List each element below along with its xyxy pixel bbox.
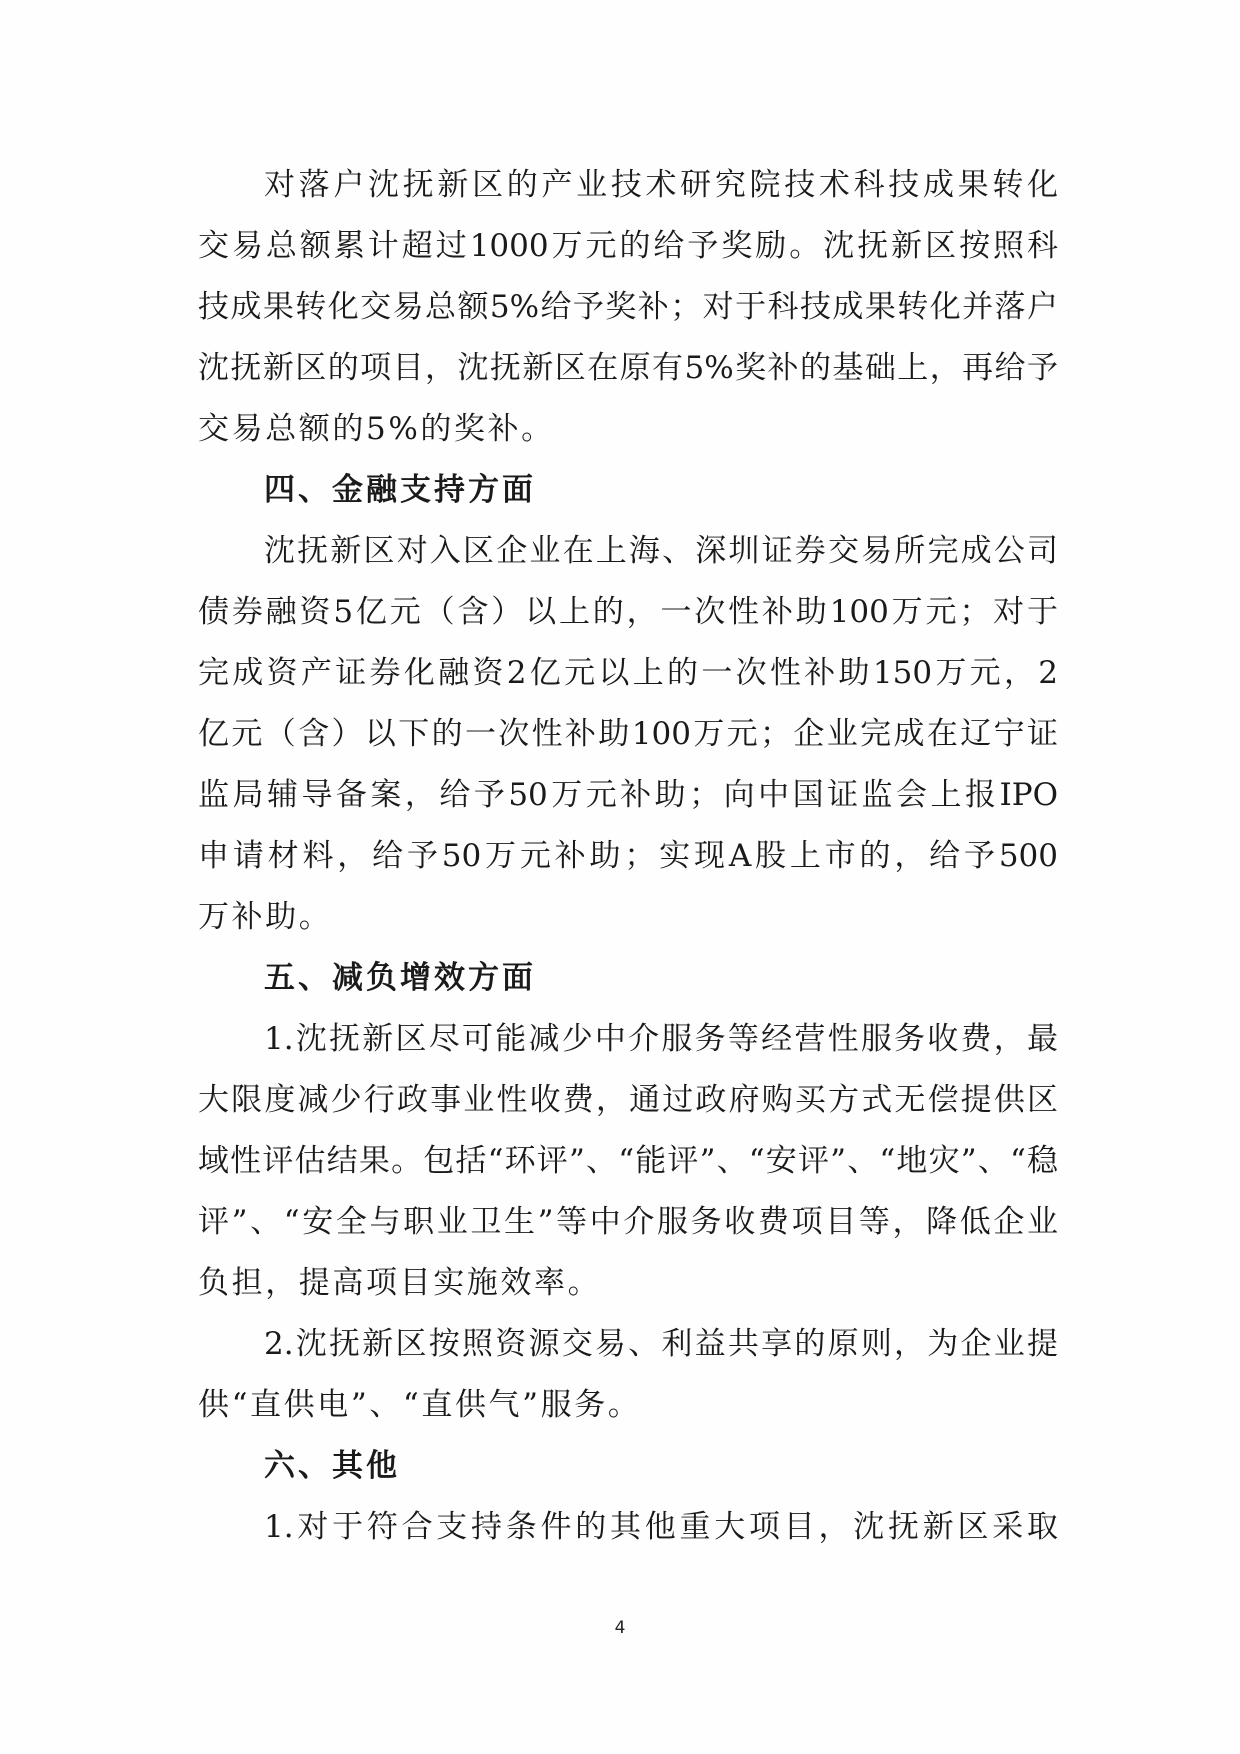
section-heading: 六、其他 <box>264 1448 400 1484</box>
section-heading: 五、减负增效方面 <box>264 960 536 996</box>
paragraph-line: 沈抚新区对入区企业在上海、深圳证券交易所完成公司 <box>264 533 1058 569</box>
paragraph-line: 1.沈抚新区尽可能减少中介服务等经营性服务收费，最 <box>264 1021 1058 1057</box>
paragraph-line: 大限度减少行政事业性收费，通过政府购买方式无偿提供区 <box>198 1082 1058 1118</box>
paragraph-line: 监局辅导备案，给予50万元补助；向中国证监会上报IPO <box>198 777 1058 813</box>
paragraph-line: 亿元（含）以下的一次性补助100万元；企业完成在辽宁证 <box>198 716 1058 752</box>
paragraph-line: 交易总额的5%的奖补。 <box>198 411 555 447</box>
paragraph-line: 1.对于符合支持条件的其他重大项目，沈抚新区采取 <box>264 1509 1058 1545</box>
paragraph-line: 对落户沈抚新区的产业技术研究院技术科技成果转化 <box>264 167 1058 203</box>
paragraph-line: 技成果转化交易总额5%给予奖补；对于科技成果转化并落户 <box>198 289 1058 325</box>
paragraph-line: 评”、“安全与职业卫生”等中介服务收费项目等，降低企业 <box>198 1204 1058 1240</box>
paragraph-line: 交易总额累计超过1000万元的给予奖励。沈抚新区按照科 <box>198 228 1058 264</box>
paragraph-line: 万补助。 <box>198 899 333 935</box>
paragraph-line: 供“直供电”、“直供气”服务。 <box>198 1387 642 1423</box>
paragraph-line: 域性评估结果。包括“环评”、“能评”、“安评”、“地灾”、“稳 <box>198 1143 1058 1179</box>
paragraph-line: 2.沈抚新区按照资源交易、利益共享的原则，为企业提 <box>264 1326 1058 1362</box>
page-number: 4 <box>614 1618 626 1638</box>
paragraph-line: 债券融资5亿元（含）以上的，一次性补助100万元；对于 <box>198 594 1058 630</box>
section-heading: 四、金融支持方面 <box>264 472 536 508</box>
paragraph-line: 申请材料，给予50万元补助；实现A股上市的，给予500 <box>198 838 1058 874</box>
paragraph-line: 沈抚新区的项目，沈抚新区在原有5%奖补的基础上，再给予 <box>198 350 1058 386</box>
paragraph-line: 完成资产证券化融资2亿元以上的一次性补助150万元，2 <box>198 655 1058 691</box>
paragraph-line: 负担，提高项目实施效率。 <box>198 1265 602 1301</box>
